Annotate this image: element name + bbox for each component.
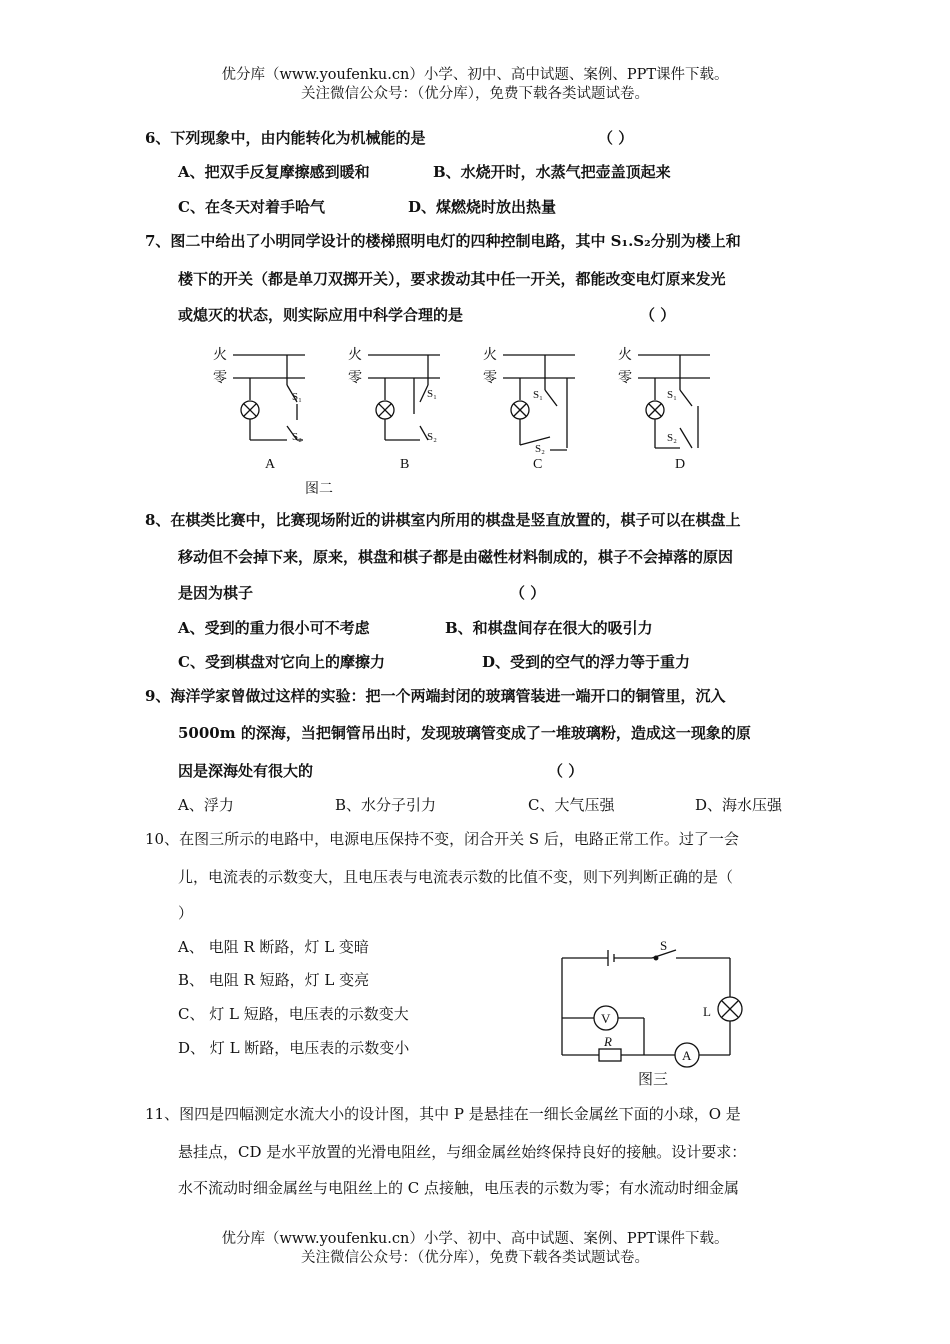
q9-option-c: C、大气压强 [528,796,615,814]
q10-line-1: 10、在图三所示的电路中，电源电压保持不变，闭合开关 S 后，电路正常工作。过了一会 [145,830,739,848]
q8-option-d: D、受到的空气的浮力等于重力 [482,653,691,671]
q11-line-1: 11、图四是四幅测定水流大小的设计图，其中 P 是悬挂在一细长金属丝下面的小球，O 是 [145,1105,741,1123]
neutral-label-d: 零 [618,371,632,386]
s1-label-c: S₁ [533,389,543,401]
s2-label-c: S₂ [535,443,545,455]
neutral-label-b: 零 [348,371,362,386]
q11-line-2: 悬挂点，CD 是水平放置的光滑电阻丝，与细金属丝始终保持良好的接触。设计要求： [178,1143,747,1161]
s2-label-a: S₂ [292,431,302,443]
q6-blank: （ ） [598,129,634,147]
q7-line-1: 7、图二中给出了小明同学设计的楼梯照明电灯的四种控制电路，其中 S₁.S₂分别为楼上和 [145,232,741,250]
q10-option-a: A、 电阻 R 断路，灯 L 变暗 [178,938,369,956]
lamp-l-label: L [703,1004,711,1019]
fire-label-c: 火 [483,348,497,363]
voltmeter-label: V [601,1011,611,1026]
q7-line-2: 楼下的开关（都是单刀双掷开关），要求拨动其中任一开关，都能改变电灯原来发光 [178,270,726,288]
figure-3-circuit [552,938,752,1090]
header [0,66,950,104]
q8-line-2: 移动但不会掉下来，原来，棋盘和棋子都是由磁性材料制成的，棋子不会掉落的原因 [178,548,734,566]
s2-label-b: S₂ [427,431,437,443]
circuit-label-c: C [533,457,543,472]
s1-label-b: S₁ [427,388,437,400]
footer [0,1230,950,1268]
q8-blank: （ ） [510,584,546,602]
neutral-label-a: 零 [213,371,227,386]
header-line-2: 关注微信公众号：（优分库），免费下载各类试题试卷。 [301,86,649,102]
q8-line-1: 8、在棋类比赛中，比赛现场附近的讲棋室内所用的棋盘是竖直放置的，棋子可以在棋盘上 [145,511,741,529]
footer-line-2: 关注微信公众号：（优分库），免费下载各类试题试卷。 [301,1250,649,1266]
q10-line-3: ） [178,904,194,922]
q9-option-d: D、海水压强 [695,796,783,814]
neutral-label-c: 零 [483,371,497,386]
circuit-c [503,355,575,450]
header-line-1: 优分库（www.youfenku.cn）小学、初中、高中试题、案例、PPT课件下载。 [221,67,729,83]
circuit-label-d: D [675,457,686,472]
q6-option-c: C、在冬天对着手哈气 [178,198,325,216]
q10-line-2: 儿，电流表的示数变大，且电压表与电流表示数的比值不变，则下列判断正确的是（ [178,868,734,886]
s1-label-a: S₁ [292,391,302,403]
figure-3-caption: 图三 [638,1072,669,1088]
s1-label-d: S₁ [667,389,677,401]
fire-label-a: 火 [213,348,227,363]
s2-label-d: S₂ [667,432,677,444]
q10-option-b: B、 电阻 R 短路，灯 L 变亮 [178,971,370,989]
q6-option-a: A、把双手反复摩擦感到暖和 [178,163,370,181]
resistor-r-label: R [604,1034,612,1049]
q9-line-3: 因是深海处有很大的 [178,762,314,780]
fire-label-d: 火 [618,348,632,363]
q8-option-a: A、受到的重力很小可不考虑 [178,619,370,637]
q9-option-a: A、浮力 [178,796,234,814]
q7-blank: （ ） [640,306,676,324]
q8-line-3: 是因为棋子 [178,584,254,602]
q9-blank: （ ） [548,762,584,780]
q6-stem: 6、下列现象中，由内能转化为机械能的是 [145,129,426,147]
switch-s-label: S [660,938,668,953]
ammeter-label: A [682,1048,692,1063]
q11-line-3: 水不流动时细金属丝与电阻丝上的 C 点接触，电压表的示数为零；有水流动时细金属 [178,1179,740,1197]
q8-option-b: B、和棋盘间存在很大的吸引力 [445,619,653,637]
circuit-label-b: B [400,457,410,472]
q9-line-2: 5000m 的深海，当把铜管吊出时，发现玻璃管变成了一堆玻璃粉，造成这一现象的原 [178,724,751,742]
q8-option-c: C、受到棋盘对它向上的摩擦力 [178,653,385,671]
q7-line-3: 或熄灭的状态，则实际应用中科学合理的是 [178,306,464,324]
figure-2-circuits [205,340,725,495]
fire-label-b: 火 [348,348,362,363]
figure-2-caption: 图二 [305,482,333,495]
q10-option-c: C、 灯 L 短路，电压表的示数变大 [178,1005,409,1023]
q9-option-b: B、水分子引力 [335,796,437,814]
q6-option-d: D、煤燃烧时放出热量 [408,198,557,216]
q9-line-1: 9、海洋学家曾做过这样的实验：把一个两端封闭的玻璃管装进一端开口的铜管里，沉入 [145,687,726,705]
q10-option-d: D、 灯 L 断路，电压表的示数变小 [178,1039,410,1057]
q6-option-b: B、水烧开时，水蒸气把壶盖顶起来 [433,163,671,181]
footer-line-1: 优分库（www.youfenku.cn）小学、初中、高中试题、案例、PPT课件下载。 [221,1231,729,1247]
circuit-label-a: A [265,457,276,472]
